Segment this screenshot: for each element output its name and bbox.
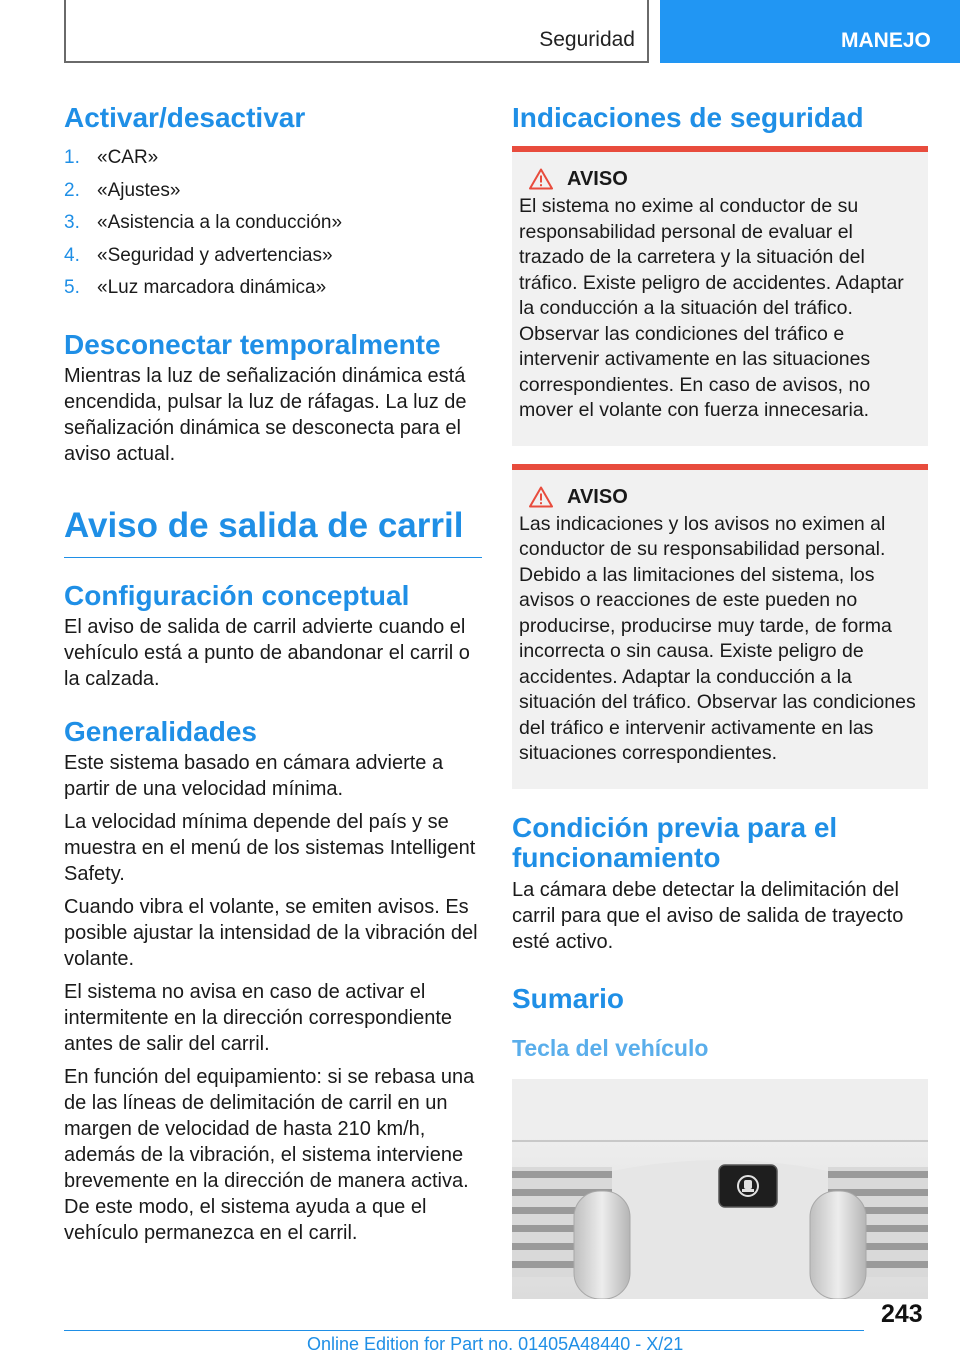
heading-generalidades: Generalidades [64,716,257,747]
step-number: 5. [64,277,80,298]
warning-box-2 [512,464,928,789]
step-number: 2. [64,179,80,201]
warning-triangle-icon [529,486,553,508]
step-text: «CAR» [97,147,159,168]
heading-aviso-salida: Aviso de salida de carril [64,505,464,545]
list-item [64,272,482,305]
vehicle-dashboard-illustration [512,1079,928,1299]
para-desconectar: Mientras la luz de señalización dinámica está encendida, pulsar la luz de ráfagas. La luz de señalización dinámica se desconecta para el aviso actual. [64,364,467,465]
para-general-3: Cuando vibra el volante, se emiten avisos. Es posible ajustar la intensidad de la vibración del volante. [64,896,478,970]
header-chapter-tab [660,0,960,63]
warning-text: El sistema no exime al conductor de su responsabilidad personal de evaluar el trazado de la carretera y la situación del tráfico. Existe peligro de accidentes. Adaptar la conducción a la situación del tráfico. Observar las condiciones del tráfico e intervenir activamente en las situaciones correspondientes. En caso de avisos, no mover el volante con fuerza innecesaria. [519,195,904,421]
heading-sumario: Sumario [512,982,625,1014]
step-number: 3. [64,212,80,233]
heading-indicaciones: Indicaciones de seguridad [512,102,864,133]
warning-text: Las indicaciones y los avisos no eximen al conductor de su responsabilidad personal. Debido a las limitaciones del sistema, los avisos o reacciones de este pueden no producirse, producirse muy tarde, de forma incorrecta o sin causa. Existe peligro de accidentes. Adaptar la conducción a la situación del tráfico. Observar las condiciones del tráfico e intervenir activamente en las situaciones correspondientes. [519,512,916,764]
header-section-label: Seguridad [539,28,635,51]
para-configuracion: El aviso de salida de carril advierte cuando el vehículo está a punto de abandonar el carril o la calzada. [64,616,470,690]
step-text: «Luz marcadora dinámica» [97,277,327,298]
heading-condicion: Condición previa para el funcionamiento [512,811,838,873]
edition-note: Online Edition for Part no. 01405A48440 - X/21 [307,1334,684,1354]
page-number: 243 [881,1300,923,1328]
heading-activar: Activar/desactivar [64,102,306,133]
step-text: «Asistencia a la conducción» [97,212,343,233]
warning-label: AVISO [567,485,628,508]
warning-label: AVISO [567,168,628,190]
warning-triangle-icon [529,168,553,190]
step-number: 1. [64,147,80,168]
list-item [64,175,482,208]
warning-title [529,166,922,192]
step-text: «Seguridad y advertencias» [97,244,333,266]
header-section-box [64,0,649,63]
footer-rule [64,1330,864,1331]
warning-box-1 [512,146,928,446]
para-general-4: El sistema no avisa en caso de activar el intermitente en la dirección correspondiente antes de salir del carril. [64,981,452,1055]
para-general-1: Este sistema basado en cámara advierte a partir de una velocidad mínima. [64,752,444,800]
warning-title [529,484,922,510]
vehicle-button-photo [512,1079,928,1299]
right-column [512,100,928,1299]
para-general-5: En función del equipamiento: si se rebasa una de las líneas de delimitación de carril en un margen de velocidad de hasta 210 km/h, además de la vibración, el sistema interviene brevemente en la dirección de manera activa. De este modo, el sistema ayuda a que el vehículo permanezca en el carril. [64,1066,475,1244]
step-text: «Ajustes» [97,179,181,201]
list-item [64,240,482,273]
step-number: 4. [64,244,80,266]
heading-configuracion: Configuración conceptual [64,580,410,611]
heading-tecla: Tecla del vehículo [512,1034,709,1061]
heading-desconectar: Desconectar temporalmente [64,328,441,360]
header-chapter-label: MANEJO [841,29,931,52]
para-general-2: La velocidad mínima depende del país y se muestra en el menú de los sistemas Intelligent Safety. [64,811,476,885]
list-item [64,142,482,175]
para-condicion: La cámara debe detectar la delimitación del carril para que el aviso de salida de trayecto esté activo. [512,878,904,953]
steps-list [64,142,482,305]
left-column [64,100,482,1246]
list-item [64,207,482,240]
section-rule [64,557,482,559]
